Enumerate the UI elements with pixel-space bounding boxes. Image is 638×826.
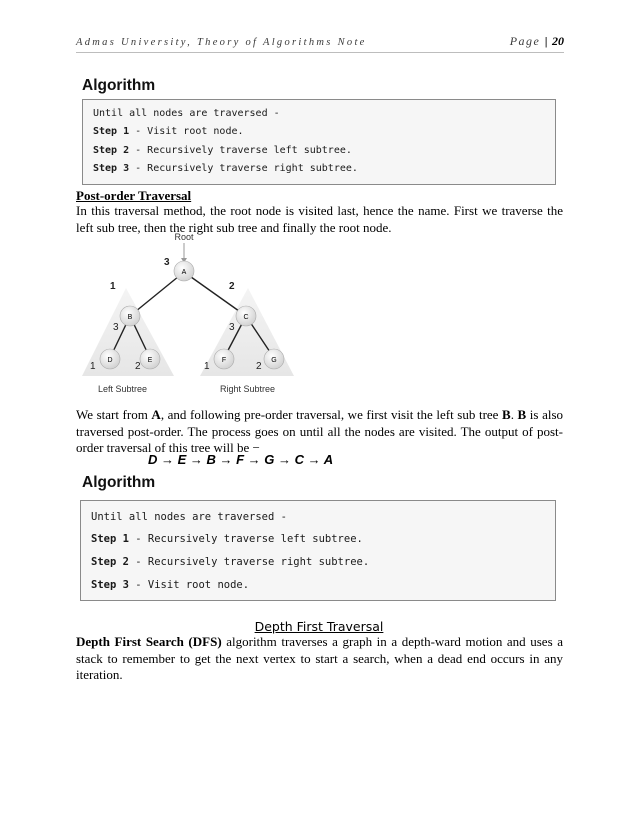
tree-node-e [140,349,160,369]
algorithm-2-box [80,500,556,601]
algorithm-1-line: Step 1 - Visit root node. [93,126,244,137]
tree-node-d [100,349,120,369]
algorithm-2-title: Algorithm [82,474,156,491]
root-label: Root [174,232,194,242]
order-left-branch: 1 [110,281,116,292]
order-c: 3 [229,322,235,333]
svg-text:F: F [221,357,227,364]
algorithm-2-line: Step 2 - Recursively traverse right subtree. [91,556,370,568]
postorder-explanation: We start from A, and following pre-order traversal, we first visit the left sub tree B. B is also traversed post-order. The process goes on until all the nodes are visited. The output of post-order traversal of this tree will be − [76,407,564,455]
order-right-branch: 2 [229,281,235,292]
svg-text:A: A [181,269,187,276]
postorder-heading: Post-order Traversal [76,188,192,203]
svg-text:E: E [147,357,153,364]
tree-node-b [120,306,140,326]
svg-text:G: G [271,357,277,364]
algorithm-2-line: Step 1 - Recursively traverse left subtree. [91,533,363,545]
header-title: Admas University, Theory of Algorithms Note [76,37,367,48]
svg-text:C: C [243,314,249,321]
algorithm-1-line: Step 2 - Recursively traverse left subtree. [93,145,352,156]
svg-text:D: D [107,357,113,364]
order-d: 1 [90,361,96,372]
order-g: 2 [256,361,262,372]
page-label: Page [509,34,541,48]
algorithm-1-line: Until all nodes are traversed - [93,108,280,119]
page-separator: | [544,34,548,48]
algorithm-2-line: Step 3 - Visit root node. [91,579,250,591]
order-f: 1 [204,361,210,372]
tree-node-c [236,306,256,326]
header-rule [76,52,564,53]
page-number: 20 [552,34,564,48]
order-root: 3 [164,257,170,268]
algorithm-2-line: Until all nodes are traversed - [91,511,287,523]
dft-description: Depth First Search (DFS) algorithm traverses a graph in a depth-ward motion and uses a stack to remember to get the next vertex to start a search, when a dead end occurs in any iteration. [76,634,563,682]
postorder-tree-diagram [80,230,300,396]
postorder-intro: In this traversal method, the root node is visited last, hence the name. First we traverse the left sub tree, then the right sub tree and finally the root node. [76,203,563,235]
svg-text:B: B [127,314,133,321]
left-subtree-label: Left Subtree [98,384,148,394]
edge-a-b [130,272,184,316]
dft-heading: Depth First Traversal [254,619,384,634]
algorithm-1-title: Algorithm [82,77,156,94]
right-subtree-label: Right Subtree [220,384,276,394]
order-e: 2 [135,361,141,372]
page-indicator [510,34,564,49]
tree-node-g [264,349,284,369]
postorder-output: D → E → B → F → G → C → A [148,452,334,467]
tree-node-a [174,261,194,281]
edge-a-c [184,272,246,316]
tree-node-f [214,349,234,369]
order-b: 3 [113,322,119,333]
algorithm-1-line: Step 3 - Recursively traverse right subtree. [93,163,358,174]
left-subtree-area [82,288,174,376]
algorithm-1-box [82,99,556,185]
